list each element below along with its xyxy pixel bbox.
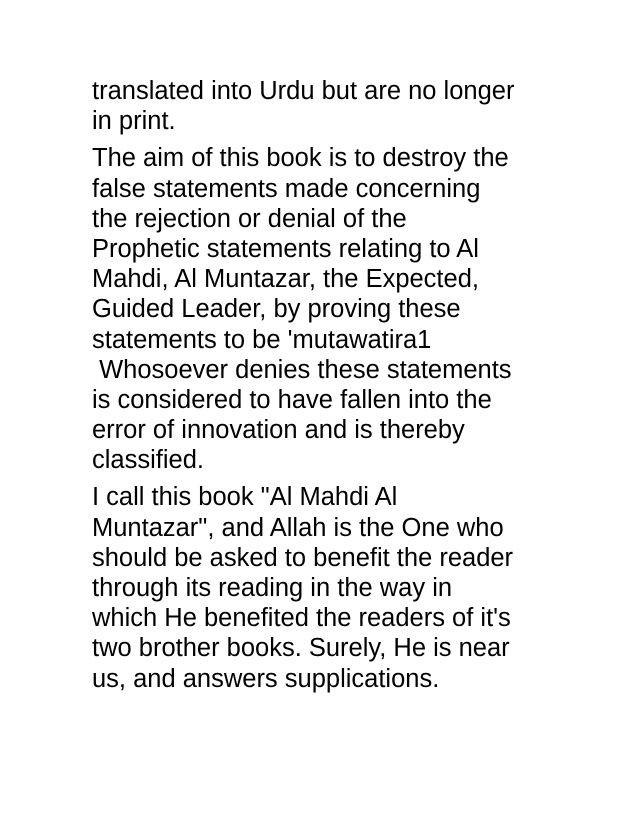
text-line: should be asked to benefit the reader xyxy=(92,543,514,572)
text-line: Mahdi, Al Muntazar, the Expected, xyxy=(92,265,479,294)
text-line: The aim of this book is to destroy the xyxy=(92,144,509,173)
text-line: us, and answers supplications. xyxy=(92,664,440,693)
text-line: classified. xyxy=(92,446,204,475)
text-line: statements to be 'mutawatira1 xyxy=(92,325,432,354)
text-line: the rejection or denial of the xyxy=(92,204,407,233)
text-line: Whosoever denies these statements xyxy=(92,355,512,384)
text-line: Muntazar", and Allah is the One who xyxy=(92,513,504,542)
paragraph-aim xyxy=(92,143,562,475)
text-line: false statements made concerning xyxy=(92,174,481,203)
text-line: I call this book "Al Mahdi Al xyxy=(92,483,398,512)
text-line: in print. xyxy=(92,107,176,136)
text-line: which He benefited the readers of it's xyxy=(92,604,511,633)
paragraph-continuation xyxy=(92,76,562,136)
text-line: two brother books. Surely, He is near xyxy=(92,634,510,663)
paragraph-title-dedication xyxy=(92,482,562,693)
text-line: Guided Leader, by proving these xyxy=(92,295,461,324)
text-line: Prophetic statements relating to Al xyxy=(92,234,479,263)
text-line: translated into Urdu but are no longer xyxy=(92,77,515,105)
text-line: through its reading in the way in xyxy=(92,574,453,602)
text-line: is considered to have fallen into the xyxy=(92,385,492,414)
text-line: error of innovation and is thereby xyxy=(92,416,465,445)
body-text xyxy=(92,76,562,694)
